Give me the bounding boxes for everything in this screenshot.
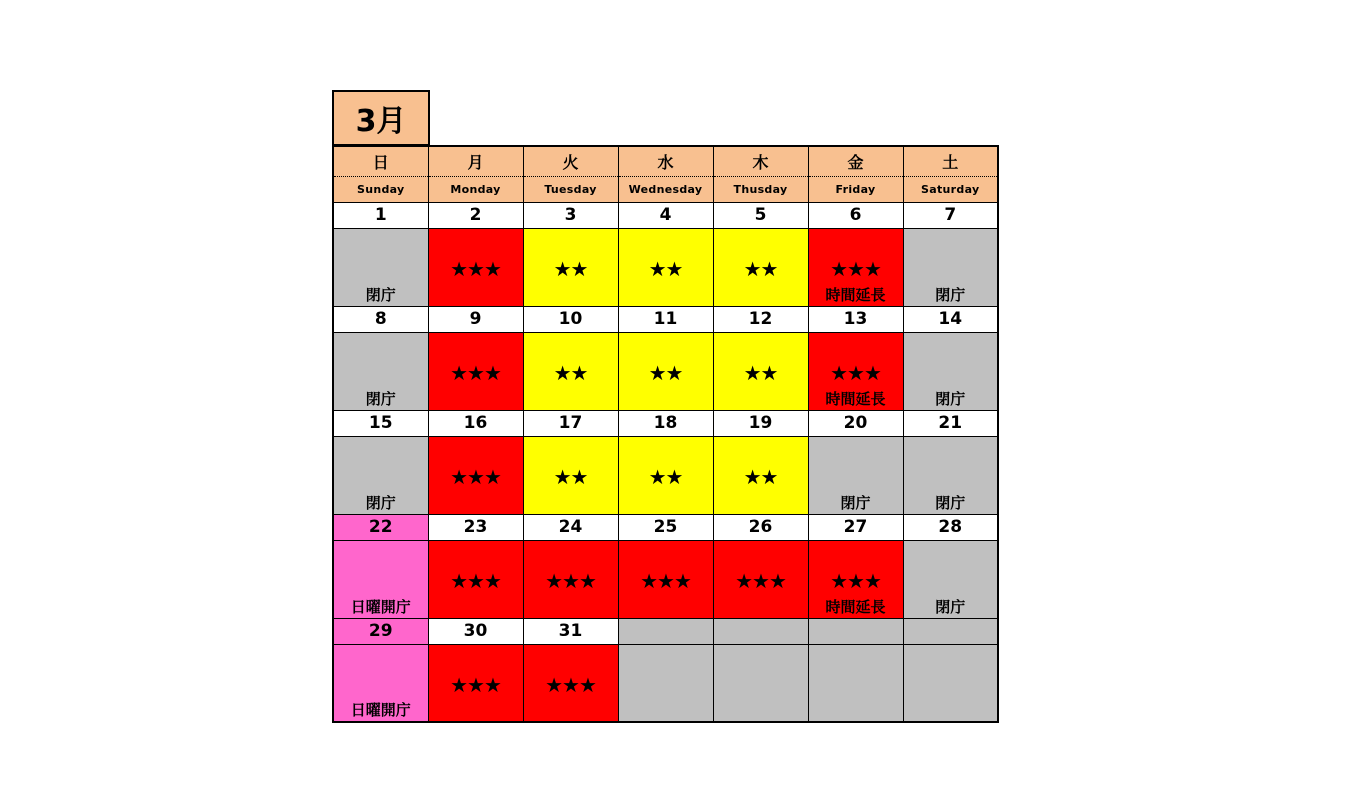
weekday-jp-saturday: 土 bbox=[903, 146, 998, 176]
congestion-stars: ★★ bbox=[553, 256, 588, 281]
date-cell: 18 bbox=[618, 410, 713, 436]
status-cell bbox=[903, 540, 998, 618]
status-cell bbox=[713, 228, 808, 306]
congestion-stars: ★★★ bbox=[640, 568, 691, 593]
date-cell: 5 bbox=[713, 202, 808, 228]
date-cell: 23 bbox=[428, 514, 523, 540]
date-cell: 30 bbox=[428, 618, 523, 644]
status-row bbox=[333, 332, 998, 410]
date-cell: 1 bbox=[333, 202, 428, 228]
status-cell bbox=[333, 436, 428, 514]
status-cell bbox=[713, 436, 808, 514]
status-cell bbox=[808, 436, 903, 514]
status-note: 日曜開庁 bbox=[350, 597, 411, 616]
date-cell: 24 bbox=[523, 514, 618, 540]
date-cell bbox=[618, 618, 713, 644]
congestion-stars: ★★★ bbox=[545, 672, 596, 697]
weekday-header-en bbox=[333, 176, 998, 202]
date-row bbox=[333, 514, 998, 540]
date-cell bbox=[903, 618, 998, 644]
congestion-stars: ★★★ bbox=[450, 360, 501, 385]
date-cell: 14 bbox=[903, 306, 998, 332]
date-cell: 19 bbox=[713, 410, 808, 436]
date-cell: 7 bbox=[903, 202, 998, 228]
status-cell bbox=[713, 644, 808, 722]
date-row bbox=[333, 618, 998, 644]
status-cell bbox=[428, 436, 523, 514]
status-cell bbox=[618, 436, 713, 514]
date-cell bbox=[808, 618, 903, 644]
date-row bbox=[333, 202, 998, 228]
date-cell: 15 bbox=[333, 410, 428, 436]
date-cell: 13 bbox=[808, 306, 903, 332]
weekday-jp-sunday: 日 bbox=[333, 146, 428, 176]
date-cell: 3 bbox=[523, 202, 618, 228]
status-row bbox=[333, 228, 998, 306]
congestion-stars: ★★★ bbox=[735, 568, 786, 593]
date-cell: 4 bbox=[618, 202, 713, 228]
date-cell: 17 bbox=[523, 410, 618, 436]
status-cell bbox=[428, 644, 523, 722]
status-note: 時間延長 bbox=[825, 597, 886, 616]
date-cell: 8 bbox=[333, 306, 428, 332]
date-row bbox=[333, 306, 998, 332]
status-cell bbox=[618, 644, 713, 722]
date-cell: 25 bbox=[618, 514, 713, 540]
status-note: 閉庁 bbox=[935, 597, 966, 616]
congestion-stars: ★★★ bbox=[830, 360, 881, 385]
weekday-header-jp bbox=[333, 146, 998, 176]
status-cell bbox=[903, 436, 998, 514]
month-label: 3月 bbox=[332, 90, 430, 146]
status-note: 閉庁 bbox=[365, 389, 396, 408]
status-note: 閉庁 bbox=[935, 389, 966, 408]
date-cell: 28 bbox=[903, 514, 998, 540]
status-cell bbox=[618, 540, 713, 618]
congestion-stars: ★★★ bbox=[830, 256, 881, 281]
congestion-stars: ★★ bbox=[648, 256, 683, 281]
date-cell: 27 bbox=[808, 514, 903, 540]
status-cell bbox=[713, 540, 808, 618]
status-cell bbox=[808, 540, 903, 618]
weekday-en-thursday: Thusday bbox=[713, 176, 808, 202]
status-cell bbox=[333, 540, 428, 618]
date-cell: 31 bbox=[523, 618, 618, 644]
date-cell: 26 bbox=[713, 514, 808, 540]
congestion-stars: ★★ bbox=[553, 464, 588, 489]
status-cell bbox=[903, 332, 998, 410]
congestion-stars: ★★★ bbox=[450, 464, 501, 489]
date-cell bbox=[713, 618, 808, 644]
status-note: 閉庁 bbox=[935, 493, 966, 512]
status-cell bbox=[903, 644, 998, 722]
congestion-stars: ★★ bbox=[648, 360, 683, 385]
weekday-en-saturday: Saturday bbox=[903, 176, 998, 202]
congestion-stars: ★★ bbox=[743, 360, 778, 385]
date-cell: 6 bbox=[808, 202, 903, 228]
status-cell bbox=[618, 332, 713, 410]
weekday-jp-tuesday: 火 bbox=[523, 146, 618, 176]
status-note: 日曜開庁 bbox=[350, 701, 411, 719]
date-cell: 20 bbox=[808, 410, 903, 436]
status-row bbox=[333, 644, 998, 722]
congestion-calendar bbox=[332, 145, 999, 723]
date-cell: 11 bbox=[618, 306, 713, 332]
congestion-stars: ★★★ bbox=[545, 568, 596, 593]
date-cell: 16 bbox=[428, 410, 523, 436]
congestion-stars: ★★★ bbox=[450, 672, 501, 697]
weekday-jp-friday: 金 bbox=[808, 146, 903, 176]
weekday-jp-wednesday: 水 bbox=[618, 146, 713, 176]
date-cell: 29 bbox=[333, 618, 428, 644]
date-cell: 21 bbox=[903, 410, 998, 436]
status-cell bbox=[333, 644, 428, 722]
date-cell: 10 bbox=[523, 306, 618, 332]
status-cell bbox=[808, 644, 903, 722]
status-cell bbox=[523, 644, 618, 722]
status-cell bbox=[713, 332, 808, 410]
weekday-jp-thursday: 木 bbox=[713, 146, 808, 176]
date-row bbox=[333, 410, 998, 436]
status-row bbox=[333, 436, 998, 514]
date-cell: 12 bbox=[713, 306, 808, 332]
congestion-stars: ★★ bbox=[553, 360, 588, 385]
status-note: 閉庁 bbox=[365, 285, 396, 304]
status-cell bbox=[428, 540, 523, 618]
status-cell bbox=[428, 228, 523, 306]
status-cell bbox=[903, 228, 998, 306]
status-note: 閉庁 bbox=[840, 493, 871, 512]
status-cell bbox=[428, 332, 523, 410]
weekday-en-friday: Friday bbox=[808, 176, 903, 202]
status-note: 閉庁 bbox=[365, 493, 396, 512]
status-note: 時間延長 bbox=[825, 285, 886, 304]
status-note: 閉庁 bbox=[935, 285, 966, 304]
congestion-stars: ★★ bbox=[743, 464, 778, 489]
congestion-stars: ★★★ bbox=[830, 568, 881, 593]
date-cell: 22 bbox=[333, 514, 428, 540]
status-cell bbox=[333, 332, 428, 410]
status-cell bbox=[523, 228, 618, 306]
status-cell bbox=[523, 332, 618, 410]
congestion-stars: ★★★ bbox=[450, 568, 501, 593]
weekday-en-tuesday: Tuesday bbox=[523, 176, 618, 202]
status-row bbox=[333, 540, 998, 618]
status-cell bbox=[808, 332, 903, 410]
status-cell bbox=[808, 228, 903, 306]
status-cell bbox=[333, 228, 428, 306]
weekday-en-wednesday: Wednesday bbox=[618, 176, 713, 202]
weekday-en-monday: Monday bbox=[428, 176, 523, 202]
status-note: 時間延長 bbox=[825, 389, 886, 408]
status-cell bbox=[523, 540, 618, 618]
date-cell: 9 bbox=[428, 306, 523, 332]
congestion-stars: ★★ bbox=[648, 464, 683, 489]
status-cell bbox=[523, 436, 618, 514]
congestion-stars: ★★★ bbox=[450, 256, 501, 281]
status-cell bbox=[618, 228, 713, 306]
date-cell: 2 bbox=[428, 202, 523, 228]
congestion-stars: ★★ bbox=[743, 256, 778, 281]
weekday-en-sunday: Sunday bbox=[333, 176, 428, 202]
weekday-jp-monday: 月 bbox=[428, 146, 523, 176]
